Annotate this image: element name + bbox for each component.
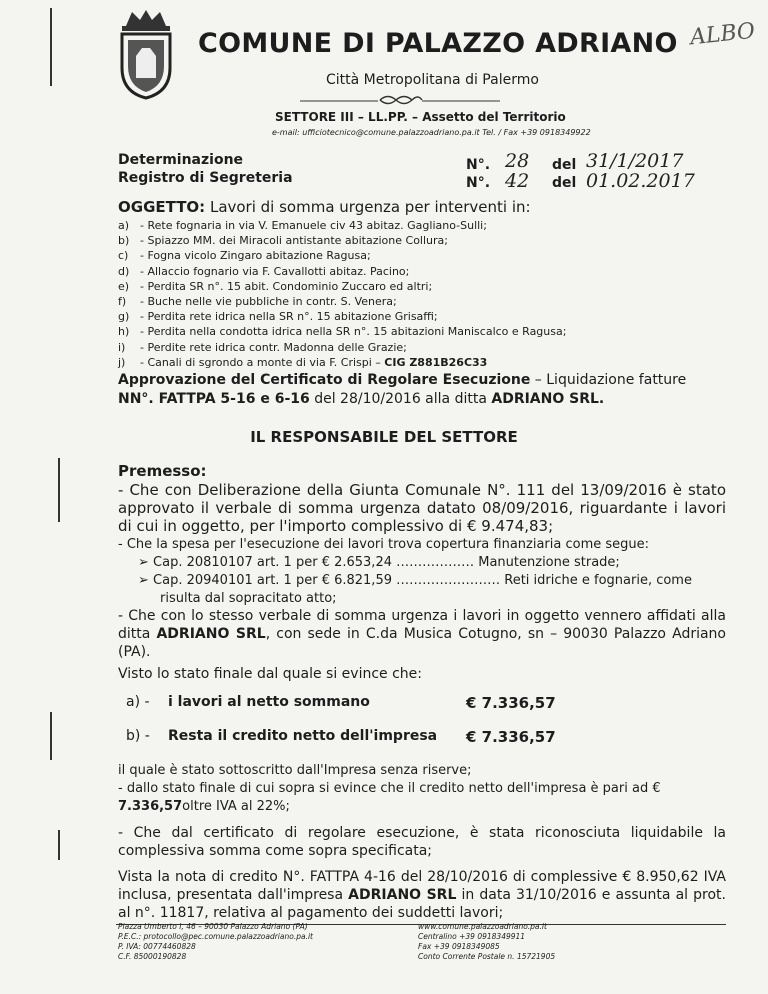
settore-line: SETTORE III – LL.PP. – Assetto del Territorio	[275, 110, 566, 124]
list-item: f) - Buche nelle vie pubbliche in contr. S. Venera;	[118, 295, 397, 309]
del-label-2: del	[552, 175, 577, 191]
coat-of-arms-logo	[112, 8, 180, 100]
determinazione-label: Determinazione	[118, 152, 244, 168]
paragraph-credito-cont: 7.336,57oltre IVA al 22%;	[118, 799, 290, 814]
section-heading: IL RESPONSABILE DEL SETTORE	[250, 428, 518, 446]
num-label-1: N°.	[466, 157, 491, 173]
list-item: i) - Perdite rete idrica contr. Madonna delle Grazie;	[118, 340, 407, 354]
row-a-value: € 7.336,57	[466, 694, 556, 712]
subtitle: Città Metropolitana di Palermo	[326, 72, 539, 88]
row-b-mark: b) -	[126, 728, 150, 744]
albo-stamp: ALBO	[688, 18, 757, 51]
oggetto-line	[118, 198, 531, 216]
paragraph-affidamento: - Che con lo stesso verbale di somma urgenza i lavori in oggetto vennero affidati alla ditta ADRIANO SRL, con sede in C.da Musica Cotugno, sn – 90030 Palazzo Adriano (PA).	[118, 608, 726, 660]
paragraph-delibera: - Che con Deliberazione della Giunta Comunale N°. 111 del 13/09/2016 è stato approvato il verbale di somma urgenza datato 08/09/2016, riguardante i lavori di cui in oggetto, per l'importo complessivo di € 9.474,83;	[118, 481, 726, 535]
cap-item-2-cont: risulta dal sopracitato atto;	[160, 591, 337, 606]
page-title: COMUNE DI PALAZZO ADRIANO	[198, 28, 678, 59]
list-item: a) - Rete fognaria in via V. Emanuele civ 43 abitaz. Gagliano-Sulli;	[118, 219, 487, 232]
cig-code: CIG Z881B26C33	[384, 355, 488, 369]
cap-item-2: ➢ Cap. 20940101 art. 1 per € 6.821,59 …………………… Reti idriche e fognarie, come	[138, 573, 692, 588]
paragraph-credito: - dallo stato finale di cui sopra si evince che il credito netto dell'impresa è pari ad €	[118, 781, 661, 796]
cap-item-1: ➢ Cap. 20810107 art. 1 per € 2.653,24 ……………… Manutenzione strade;	[138, 555, 620, 570]
paragraph-certificato: - Che dal certificato di regolare esecuzione, è stata riconosciuta liquidabile la complessiva somma come sopra specificata;	[118, 825, 726, 859]
list-item: b) - Spiazzo MM. dei Miracoli antistante abitazione Collura;	[118, 234, 448, 248]
paragraph-spesa: - Che la spesa per l'esecuzione dei lavori trova copertura finanziaria come segue:	[118, 537, 650, 552]
footer-left: Piazza Umberto I, 46 – 90030 Palazzo Adriano (PA) P.E.C.: protocollo@pec.comune.palazzoadriano.pa.it P. IVA: 00774460828 C.F. 85000190828	[118, 922, 313, 961]
determinazione-number: 28	[505, 150, 530, 172]
determinazione-date: 31/1/2017	[586, 150, 684, 172]
registro-number: 42	[505, 170, 530, 192]
paragraph-riserve: il quale è stato sottoscritto dall'Impresa senza riserve;	[118, 763, 472, 778]
row-b-value: € 7.336,57	[466, 728, 556, 746]
registro-label: Registro di Segreteria	[118, 170, 293, 186]
visto-line: Visto lo stato finale dal quale si evince che:	[118, 666, 423, 682]
list-item: h) - Perdita nella condotta idrica nella SR n°. 15 abitazioni Maniscalco e Ragusa;	[118, 325, 567, 339]
interventi-list	[118, 218, 566, 370]
footer-right: www.comune.palazzoadriano.pa.it Centralino +39 0918349911 Fax +39 0918349085 Conto Corrente Postale n. 15721905	[418, 922, 556, 961]
premesso-label: Premesso:	[118, 462, 207, 480]
list-item: j) - Canali di sgrondo a monte di via F. Crispi – CIG Z881B26C33	[118, 355, 488, 369]
registro-date: 01.02.2017	[586, 170, 695, 192]
margin-mark	[50, 712, 52, 760]
margin-mark	[58, 458, 60, 522]
paragraph-nota-credito: Vista la nota di credito N°. FATTPA 4-16 del 28/10/2016 di complessive € 8.950,62 IVA inclusa, presentata dall'impresa ADRIANO SRL in data 31/10/2016 e assunta al prot. al n°. 11817, relativa al pagamento dei suddetti lavori;	[118, 869, 726, 921]
margin-mark	[58, 830, 60, 860]
contacts-line: e-mail: ufficiotecnico@comune.palazzoadriano.pa.it Tel. / Fax +39 0918349922	[272, 128, 591, 137]
oggetto-text: Lavori di somma urgenza per interventi in:	[205, 198, 531, 216]
list-item: d) - Allaccio fognario via F. Cavallotti abitaz. Pacino;	[118, 264, 410, 278]
row-b-label: Resta il credito netto dell'impresa	[168, 728, 438, 744]
ornament-divider	[300, 92, 500, 108]
num-label-2: N°.	[466, 175, 491, 191]
row-a-label: i lavori al netto sommano	[168, 694, 370, 710]
approval-line: Approvazione del Certificato di Regolare Esecuzione – Liquidazione fatture NN°. FATTPA 5-16 e 6-16 del 28/10/2016 alla ditta ADRIANO SRL.	[118, 372, 687, 407]
list-item: e) - Perdita SR n°. 15 abit. Condominio Zuccaro ed altri;	[118, 279, 433, 293]
oggetto-label: OGGETTO:	[118, 198, 206, 216]
list-item: c) - Fogna vicolo Zingaro abitazione Ragusa;	[118, 249, 371, 263]
row-a-mark: a) -	[126, 694, 150, 710]
list-item: g) - Perdita rete idrica nella SR n°. 15 abitazione Grisaffi;	[118, 310, 438, 324]
del-label-1: del	[552, 157, 577, 173]
margin-mark	[50, 8, 52, 86]
